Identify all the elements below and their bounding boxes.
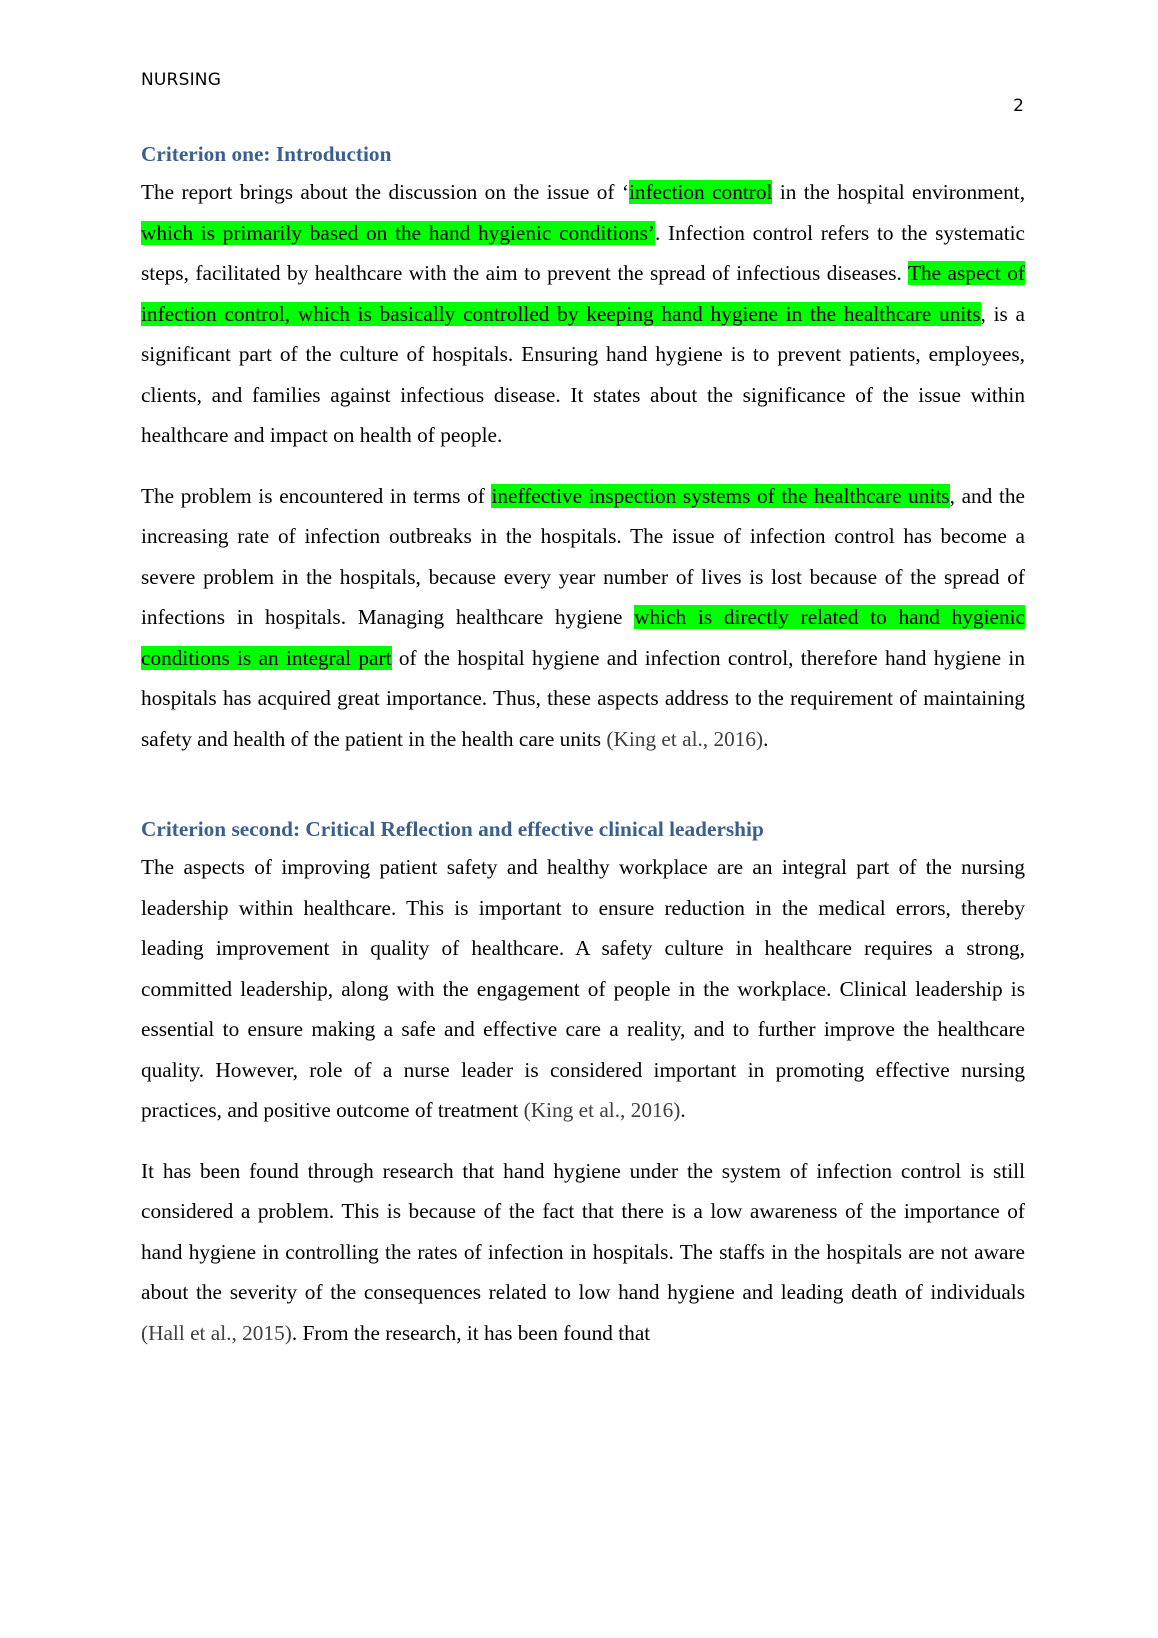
text-run: The aspects of improving patient safety and healthy workplace are an integral part of the nursing leadership within healthcare. This is important to ensure reduction in the medical errors, thereby leading improvement in quality of healthcare. A safety culture in healthcare requires a strong, committed leadership, along with the engagement of people in the workplace. Clinical leadership is essential to ensure making a safe and effective care a reality, and to further improve the healthcare quality. However, role of a nurse leader is considered important in promoting effective nursing practices, and positive outcome of treatment: [141, 855, 1025, 1122]
paragraph-introduction-1: [141, 172, 1025, 456]
text-run: .: [763, 726, 769, 751]
paragraph-leadership-1: [141, 847, 1025, 1131]
text-run: The report brings about the discussion on the issue of ‘: [141, 180, 630, 204]
page-number: 2: [1013, 96, 1024, 116]
highlighted-text: infection control: [629, 180, 773, 204]
running-head: NURSING: [141, 70, 222, 90]
highlighted-text: which is primarily based on the hand hygienic conditions’: [141, 220, 655, 245]
paragraph-spacer: [141, 456, 1025, 476]
paragraph-spacer: [141, 1131, 1025, 1151]
paragraph-introduction-2: [141, 476, 1025, 760]
text-run: , and the increasing rate of infection outbreaks in the hospitals. The issue of infection control has become a severe problem in the hospitals, because every year number of lives is lost because of the spread of infections in hospitals. Managing healthcare hygiene: [141, 483, 1025, 629]
citation: (King et al., 2016): [606, 726, 764, 751]
text-run: .: [680, 1098, 686, 1122]
text-run: . From the research, it has been found that: [291, 1320, 651, 1345]
text-run: It has been found through research that hand hygiene under the system of infection control is still considered a problem. This is because of the fact that there is a low awareness of the importance of hand hygiene in controlling the rates of infection in hospitals. The staffs in the hospitals are not aware about the severity of the consequences related to low hand hygiene and leading death of individuals: [141, 1158, 1025, 1304]
citation: (King et al., 2016): [523, 1098, 681, 1122]
text-run: in the hospital environment,: [772, 180, 1026, 204]
text-run: The problem is encountered in terms of: [141, 483, 492, 508]
text-run: , is a significant part of the culture of hospitals. Ensuring hand hygiene is to prevent patients, employees, clients, and families against infectious disease. It states about the significance of the issue within healthcare and impact on health of people.: [141, 301, 1025, 447]
text-run: . Infection control refers to the systematic steps, facilitated by healthcare with the aim to prevent the spread of infectious diseases.: [141, 220, 1025, 285]
paragraph-leadership-2: [141, 1151, 1025, 1354]
text-run: of the hospital hygiene and infection control, therefore hand hygiene in hospitals has acquired great importance. Thus, these aspects address to the requirement of maintaining safety and health of the patient in the health care units: [141, 645, 1025, 751]
section-heading-introduction: Criterion one: Introduction: [141, 142, 392, 166]
highlighted-text: which is directly related to hand hygienic conditions is an integral part: [141, 605, 1025, 670]
section-heading-critical-reflection: Criterion second: Critical Reflection and effective clinical leadership: [141, 817, 764, 841]
section-spacer: [141, 759, 1025, 811]
highlighted-text: ineffective inspection systems of the healthcare units: [491, 483, 950, 508]
highlighted-text: The aspect of infection control, which is basically controlled by keeping hand hygiene in the healthcare units: [141, 261, 1025, 326]
document-body: [141, 136, 1025, 1353]
citation: (Hall et al., 2015): [141, 1320, 292, 1345]
